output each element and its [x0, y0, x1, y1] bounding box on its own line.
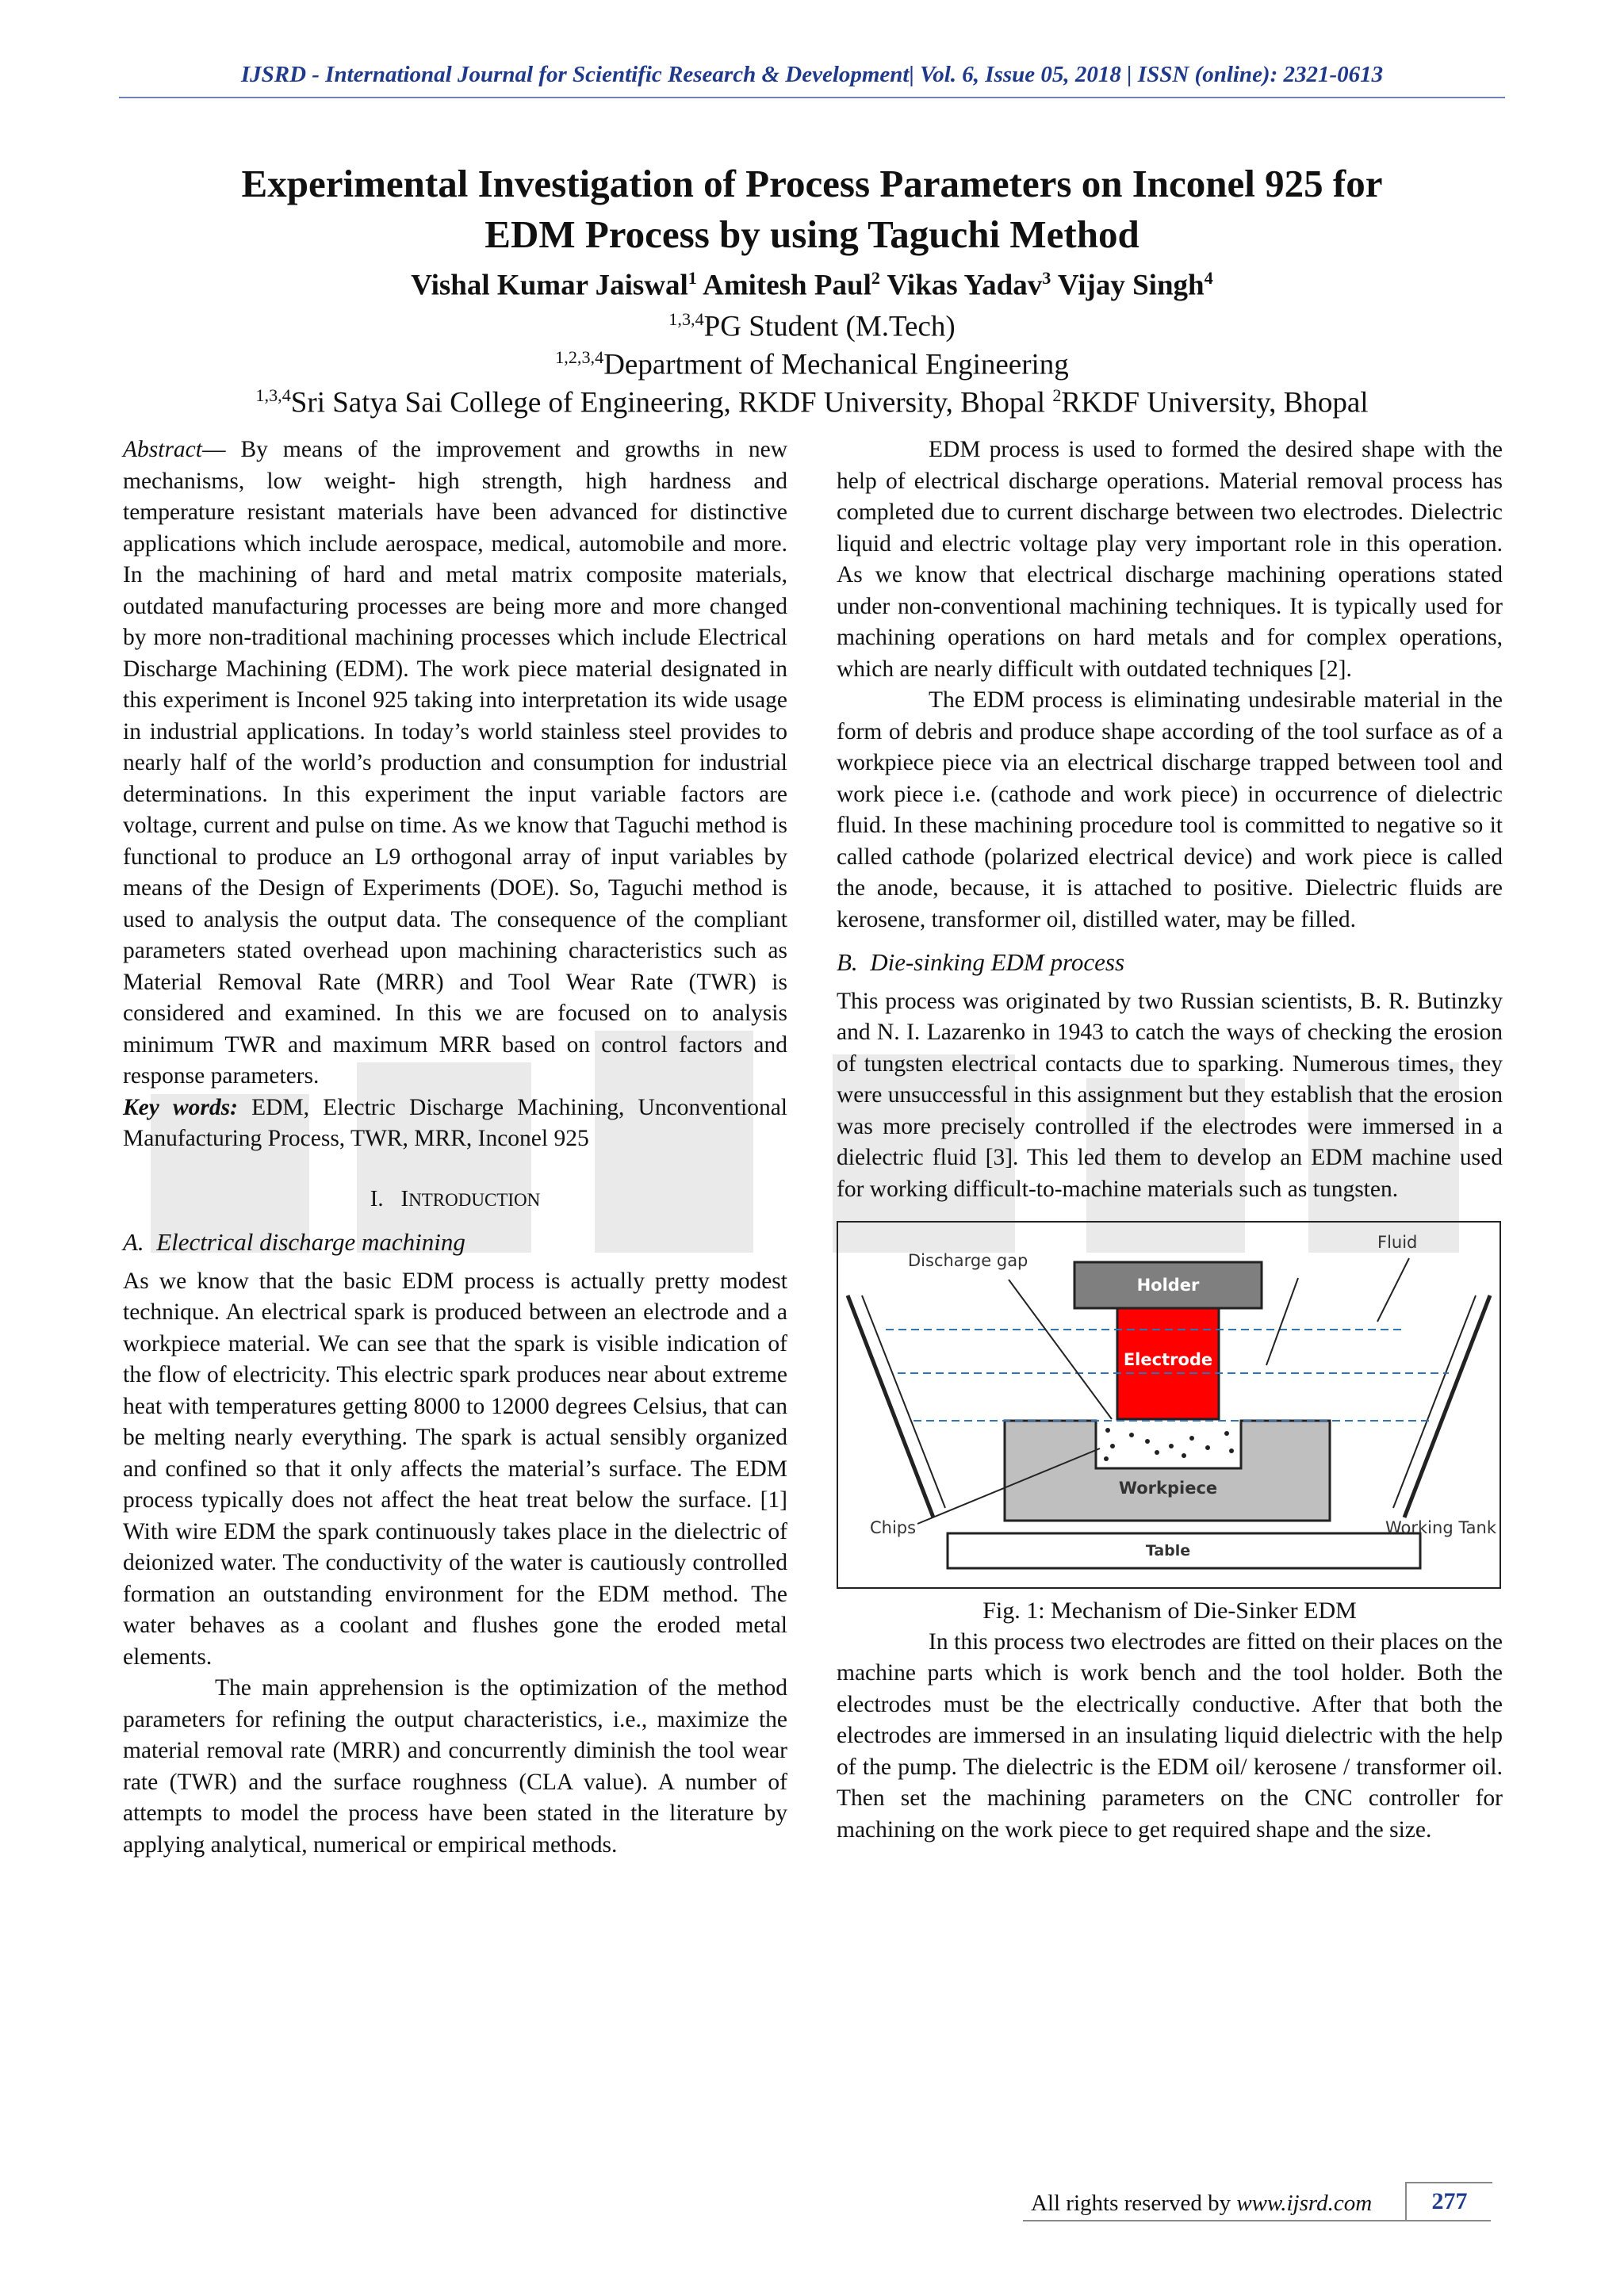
abstract-label: Abstract — [123, 437, 202, 462]
author-sup: 3 — [1042, 268, 1051, 288]
label-electrode: Electrode — [1123, 1350, 1213, 1369]
author-name: Vijay Singh — [1057, 269, 1205, 302]
affiliation-sup: 1,3,4 — [668, 309, 704, 329]
affiliation-text: PG Student (M.Tech) — [703, 310, 956, 343]
paragraph: The EDM process is eliminating undesirable material in the form of debris and produce shape according of the tool surface as of a workpiece piece via an electrical discharge trapped between tool and work piece i.e. (cathode and work piece) in occurrence of dielectric fluid. In these machining procedure tool is committed to negative so it called cathode (polarized electrical device) and work piece is called the anode, because, it is attached to positive. Dielectric fluids are kerosene, transformer oil, distilled water, may be filled. — [837, 687, 1503, 932]
label-holder: Holder — [1136, 1276, 1200, 1295]
subsection-label: A. — [123, 1228, 144, 1256]
paragraph: EDM process is used to formed the desired shape with the help of electrical discharge operations. Material removal process has completed due to current discharge between two electrodes. Dielectric liquid and electric voltage play very important role in this operation. As we know that electrical discharge machining operations stated under non-conventional machining techniques. It is typically used for machining operations on hard metals and for complex operations, which are nearly difficult with outdated techniques [2]. — [837, 437, 1503, 682]
keywords-text: EDM, Electric Discharge Machining, Unconventional Manufacturing Process, TWR, MRR, Inconel 925 — [123, 1094, 787, 1151]
figure-die-sinker-edm — [837, 1221, 1501, 1589]
keywords-label: Key words: — [123, 1094, 238, 1120]
abstract-text: By means of the improvement and growths in new mechanisms, low weight- high strength, high hardness and temperature resistant materials have been advanced for distinctive applications which include aerospace, medical, automobile and more. In the machining of hard and metal matrix composite materials, outdated manufacturing processes are being more and more changed by more non-traditional machining processes which include Electrical Discharge Machining (EDM). The work piece material designated in this experiment is Inconel 925 taking into interpretation its wide usage in industrial applications. In today’s world stainless steel provides to nearly half of the world’s production and consumption for industrial determinations. In this experiment the input variable factors are voltage, current and pulse on time. As we know that Taguchi method is functional to produce an L9 orthogonal array of input variables by means of the Design of Experiments (DOE). So, Taguchi method is used to analysis the output data. The consequence of the compliant parameters stated overhead upon machining characteristics such as Material Removal Rate (MRR) and Tool Wear Rate (TWR) is considered and examined. In this we are focused on to analysis minimum TWR and maximum MRR based on control factors and response parameters. — [123, 437, 787, 1089]
section-heading-introduction — [123, 1184, 787, 1216]
label-fluid: Fluid — [1377, 1233, 1418, 1252]
subsection-label: B. — [837, 948, 858, 976]
paragraph: The main apprehension is the optimization of the method parameters for refining the output characteristics, i.e., maximize the material removal rate (MRR) and concurrently diminish the tool wear rate (TWR) and the surface roughness (CLA value). A number of attempts to model the process have been stated in the literature by applying analytical, numerical or empirical methods. — [123, 1675, 787, 1858]
affiliation-text: Department of Mechanical Engineering — [603, 348, 1069, 381]
right-column — [837, 434, 1503, 1846]
workpiece-block — [1005, 1421, 1330, 1521]
affiliation-line-2 — [119, 347, 1505, 381]
author-name: Vikas Yadav — [887, 269, 1043, 302]
affiliation-line-3 — [119, 385, 1505, 419]
affiliation-sup: 1,2,3,4 — [555, 347, 604, 367]
chip-particles — [1104, 1428, 1234, 1461]
abstract-dash: — — [201, 437, 241, 462]
affiliation-text: RKDF University, Bhopal — [1061, 386, 1369, 419]
author-name: Vishal Kumar Jaiswal — [411, 269, 688, 302]
subsection-heading-a — [123, 1226, 787, 1258]
author-list — [119, 268, 1505, 302]
affiliation-line-1 — [119, 309, 1505, 343]
author-sup: 2 — [871, 268, 880, 288]
label-discharge-gap: Discharge gap — [908, 1251, 1028, 1270]
footer-rule — [1023, 2220, 1491, 2221]
label-workpiece: Workpiece — [1118, 1479, 1218, 1498]
affiliation-sup: 2 — [1052, 385, 1062, 405]
title-line-1: Experimental Investigation of Process Parameters on Inconel 925 for — [241, 162, 1383, 205]
section-rest: NTRODUCTION — [408, 1189, 541, 1210]
section-number: I. — [370, 1185, 384, 1211]
footer-rights — [1031, 2191, 1372, 2217]
label-table: Table — [1145, 1542, 1191, 1559]
paper-title — [119, 159, 1505, 260]
footer-rights-text: All rights reserved by — [1031, 2191, 1237, 2216]
abstract — [123, 434, 787, 1093]
subsection-title: Electrical discharge machining — [156, 1228, 465, 1256]
paragraph: In this process two electrodes are fitted on their places on the machine parts which is work bench and the tool holder. Both the electrodes must be the electrically conductive. After that both the electrodes are immersed in an insulating liquid dielectric with the help of the pump. The dielectric is the EDM oil/ kerosene / transformer oil. Then set the machining parameters on the CNC controller for machining on the work piece to get required shape and the size. — [837, 1628, 1503, 1843]
page-number: 277 — [1405, 2182, 1492, 2220]
footer-site-link[interactable]: www.ijsrd.com — [1236, 2191, 1373, 2216]
tank-right-wall — [1404, 1295, 1490, 1517]
label-working-tank: Working Tank — [1385, 1518, 1497, 1537]
subsection-heading-b — [837, 947, 1503, 978]
paragraph: This process was originated by two Russian scientists, B. R. Butinzky and N. I. Lazarenko in 1943 to catch the ways of checking the erosion of tungsten electrical contacts due to sparking. Numerous times, they were unsuccessful in this assignment but they establish that the erosion was more precisely controlled if the electrodes were immersed in a dielectric fluid [3]. This led them to develop an EDM machine used for working difficult-to-machine materials such as tungsten. — [837, 988, 1503, 1202]
edm-diagram — [838, 1223, 1500, 1587]
left-column — [123, 434, 787, 1861]
label-chips: Chips — [870, 1518, 917, 1537]
keywords — [123, 1093, 787, 1155]
title-line-2: EDM Process by using Taguchi Method — [485, 212, 1139, 256]
journal-header: IJSRD - International Journal for Scientific Research & Development| Vol. 6, Issue 05, 2018 | ISSN (online): 2321-0613 — [240, 62, 1384, 87]
subsection-title: Die-sinking EDM process — [870, 948, 1125, 976]
figure-caption: Fig. 1: Mechanism of Die-Sinker EDM — [982, 1598, 1357, 1624]
header-rule — [119, 97, 1505, 98]
affiliation-sup: 1,3,4 — [255, 385, 291, 405]
paragraph: As we know that the basic EDM process is actually pretty modest technique. An electrical spark is produced between an electrode and a workpiece material. We can see that the spark is visible indication of the flow of electricity. This electric spark produces near about extreme heat with temperatures getting 8000 to 12000 degrees Celsius, that can be melting nearly everything. The spark is actual sensibly organized and confined so that it only affects the material’s surface. The EDM process typically does not affect the heat treat below the surface. [1] With wire EDM the spark continuously takes place in the dielectric of deionized water. The conductivity of the water is cautiously controlled formation an outstanding environment for the EDM method. The water behaves as a coolant and flushes gone the eroded metal elements. — [123, 1268, 787, 1670]
author-name: Amitesh Paul — [703, 269, 871, 302]
author-sup: 4 — [1204, 268, 1213, 288]
affiliation-text: Sri Satya Sai College of Engineering, RKDF University, Bhopal — [290, 386, 1053, 419]
section-first-letter: I — [400, 1185, 409, 1211]
author-sup: 1 — [688, 268, 697, 288]
